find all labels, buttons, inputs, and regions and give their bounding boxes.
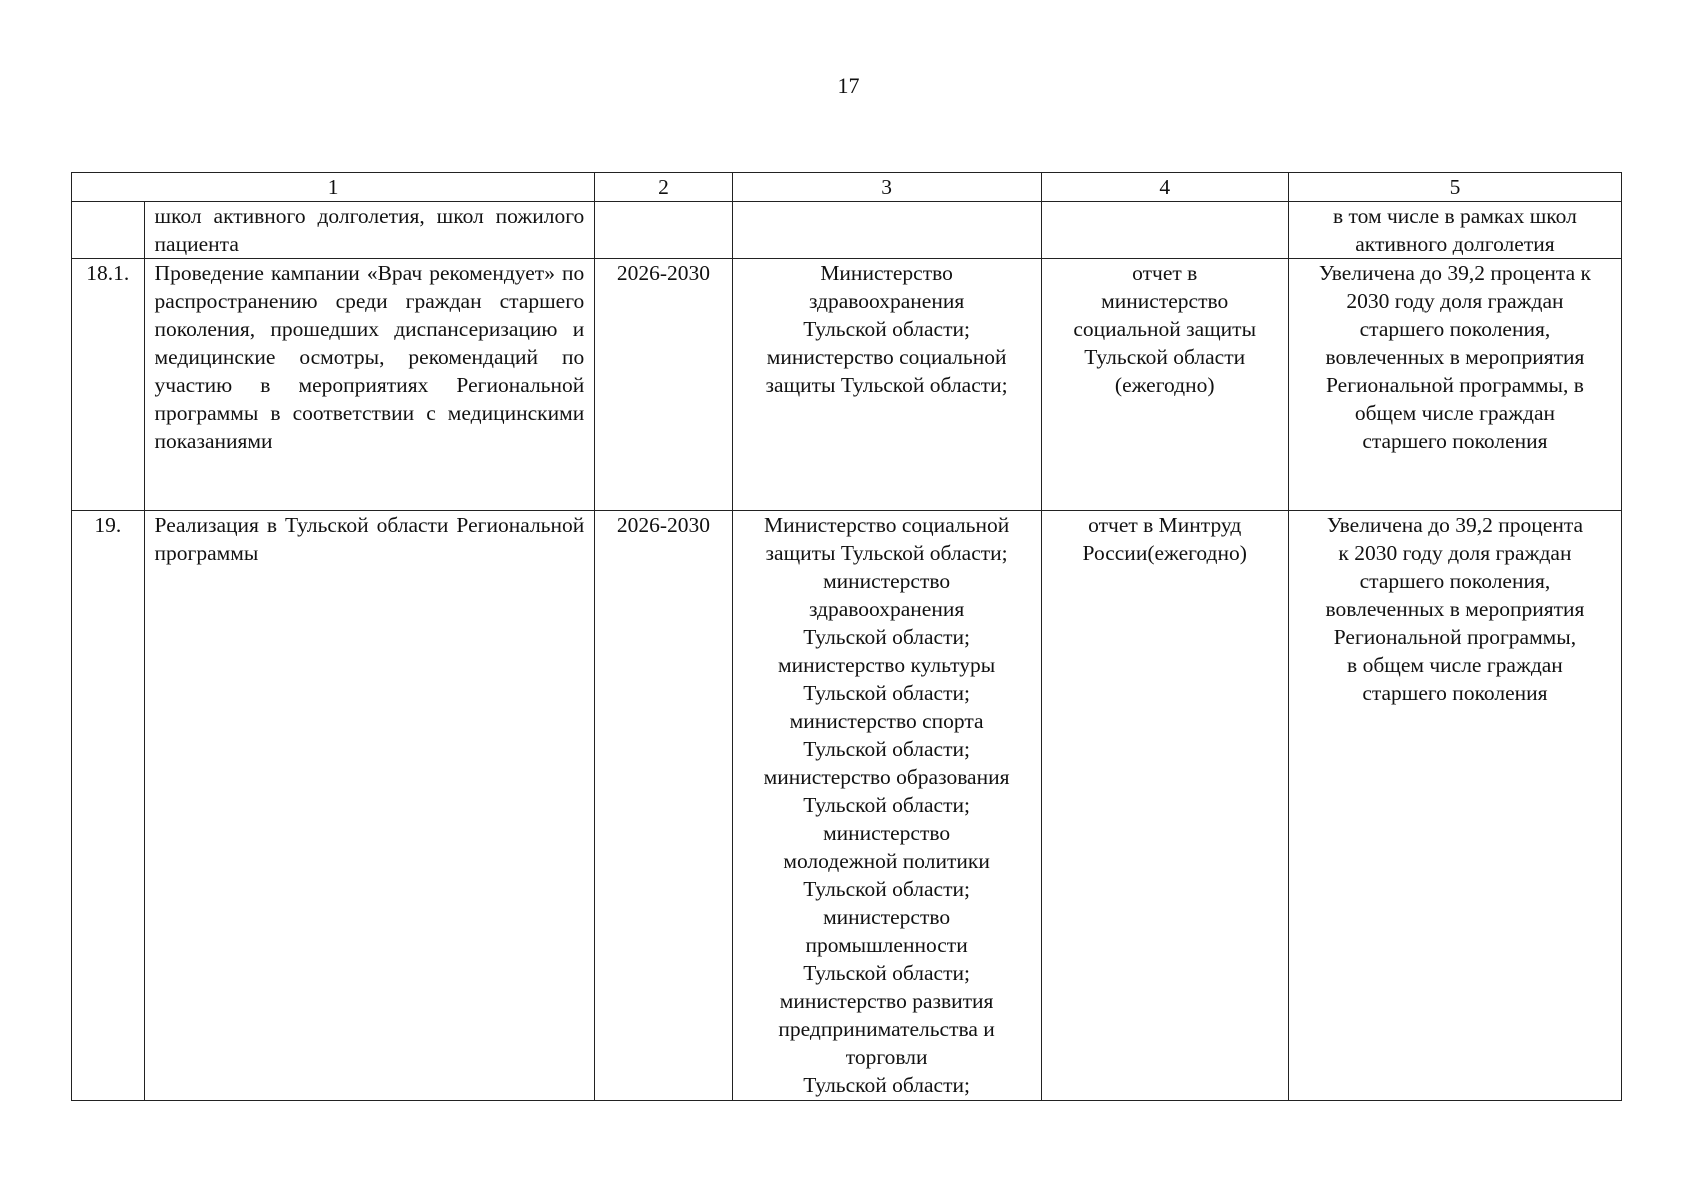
row-report: отчет в Минтруд России(ежегодно)	[1041, 511, 1288, 1101]
row-period: 2026-2030	[595, 511, 732, 1101]
table-row	[72, 511, 1622, 1101]
table-row	[72, 202, 1622, 259]
row-result: в том числе в рамках школ активного долголетия	[1288, 202, 1621, 259]
header-col-4: 4	[1041, 173, 1288, 202]
table-header-row	[72, 173, 1622, 202]
page-number: 17	[837, 73, 860, 98]
row-responsible: Министерство социальной защиты Тульской области; министерство здравоохранения Тульской области; министерство культуры Тульской области; министерство спорта Тульской области; министерство образования Тульской области; министерство молодежной политики Тульской области; министерство промышленности Тульской области; министерство развития предпринимательства и торговли Тульской области;	[732, 511, 1041, 1101]
row-report: отчет в министерство социальной защиты Тульской области (ежегодно)	[1041, 259, 1288, 511]
row-number: 19.	[72, 511, 145, 1101]
row-result: Увеличена до 39,2 процента к 2030 году доля граждан старшего поколения, вовлеченных в мероприятия Региональной программы, в общем числе граждан старшего поколения	[1288, 259, 1621, 511]
header-col-3: 3	[732, 173, 1041, 202]
row-activity: школ активного долголетия, школ пожилого пациента	[144, 202, 595, 259]
header-col-1: 1	[72, 173, 595, 202]
header-col-5: 5	[1288, 173, 1621, 202]
row-responsible	[732, 202, 1041, 259]
table-row	[72, 259, 1622, 511]
row-period: 2026-2030	[595, 259, 732, 511]
row-report	[1041, 202, 1288, 259]
row-result: Увеличена до 39,2 процента к 2030 году доля граждан старшего поколения, вовлеченных в мероприятия Региональной программы, в общем числе граждан старшего поколения	[1288, 511, 1621, 1101]
row-activity: Проведение кампании «Врач рекомендует» по распространению среди граждан старшего поколения, прошедших диспансеризацию и медицинские осмотры, рекомендаций по участию в мероприятиях Региональной программы в соответствии с медицинскими показаниями	[144, 259, 595, 511]
row-activity: Реализация в Тульской области Региональной программы	[144, 511, 595, 1101]
row-responsible: Министерство здравоохранения Тульской области; министерство социальной защиты Тульской области;	[732, 259, 1041, 511]
measures-table	[71, 172, 1622, 1101]
row-number: 18.1.	[72, 259, 145, 511]
header-col-2: 2	[595, 173, 732, 202]
row-number	[72, 202, 145, 259]
row-period	[595, 202, 732, 259]
